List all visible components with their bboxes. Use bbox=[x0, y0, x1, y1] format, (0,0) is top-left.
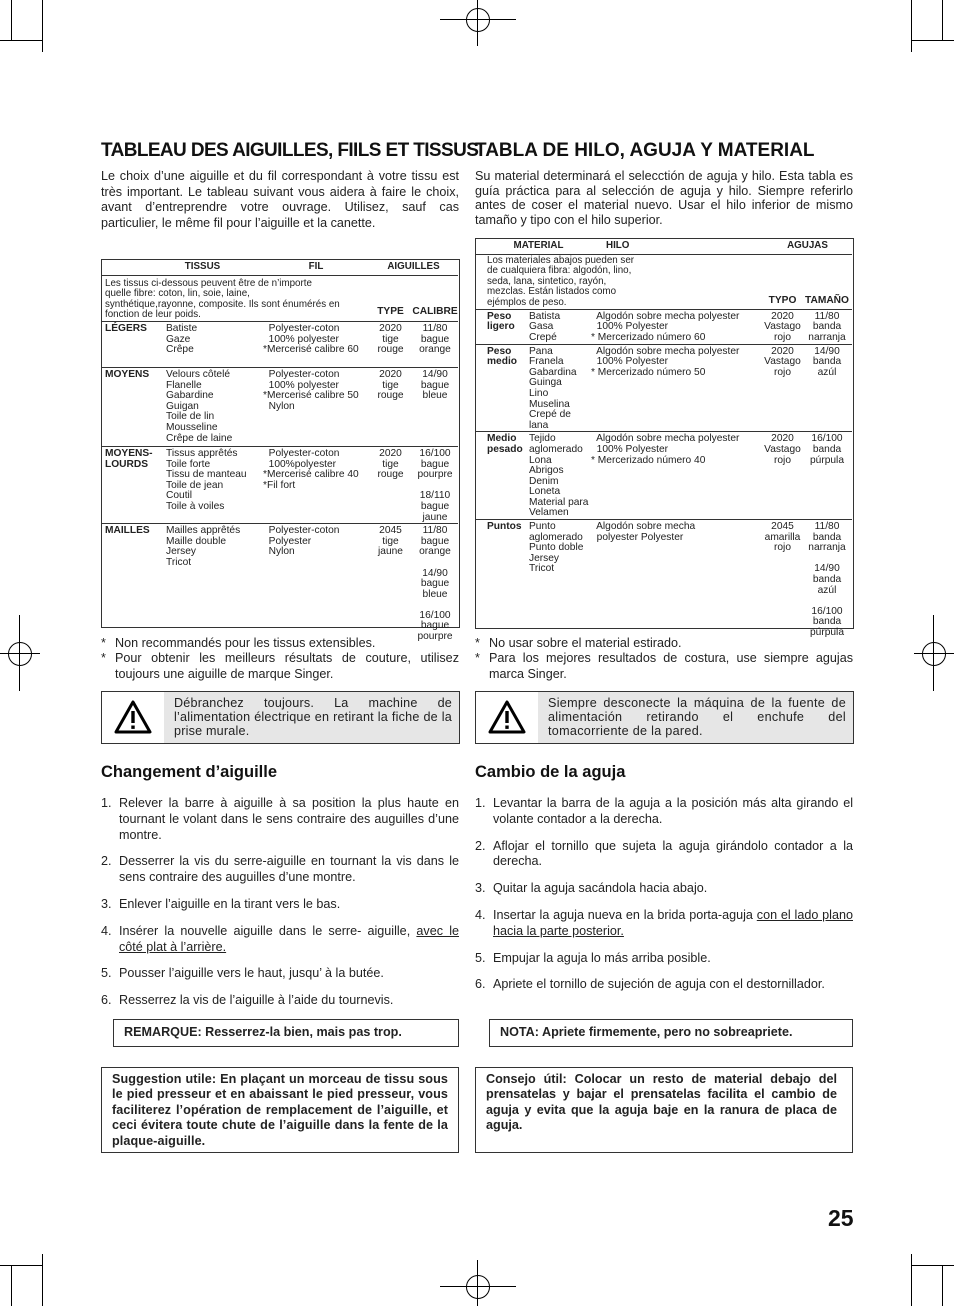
fr-warning-text: Débranchez toujours. La machine de l’alimentation électrique en retirant la fiche de la prise murale. bbox=[164, 692, 459, 743]
es-header-agujas: AGUJAS bbox=[763, 239, 852, 254]
list-item: 2. Desserrer la vis du serre-aiguille en tournant la vis dans le sens contraire des auguilles d’une montre. bbox=[101, 854, 459, 885]
es-subheader-typo: TYPO bbox=[768, 294, 797, 306]
es-warning-box bbox=[475, 691, 854, 744]
fr-remark-box: REMARQUE: Resserrez-la bien, mais pas trop. bbox=[113, 1019, 459, 1047]
fr-footnotes bbox=[101, 636, 459, 682]
es-remark-box: NOTA: Apriete firmemente, pero no sobreapriete. bbox=[489, 1019, 853, 1047]
es-header-hilo: HILO bbox=[591, 239, 763, 254]
list-item: 6. Apriete el tornillo de sujeción de aguja con el destornillador. bbox=[475, 977, 825, 992]
table-row: Puntos Punto aglomerado Punto doble Jersey Tricot Algodón sobre mecha polyester Polyester 2045 amarilla rojo 11/80 banda narranja 14/90 banda azúl 16/100 banda púrpula bbox=[476, 520, 852, 639]
table-row: Peso medio Pana Franela Gabardina Guinga Lino Muselina Crepé de lana Algodón sobre mecha polyester 100% Polyester * Mercerizado número 50 2020 Vastago rojo 14/90 banda azúl bbox=[476, 344, 852, 432]
es-section-title: Cambio de la aguja bbox=[475, 763, 626, 781]
es-subheader-tamano: TAMAÑO bbox=[805, 294, 849, 306]
fr-title: TABLEAU DES AIGUILLES, FIILS ET TISSUS bbox=[101, 140, 479, 161]
list-item: * Non recommandés pour les tissus extensibles. bbox=[101, 636, 376, 650]
fr-section-title: Changement d’aiguille bbox=[101, 763, 278, 781]
list-item: 1. Levantar la barra de la aguja a la posición más alta girando el volante contador a la derecha. bbox=[475, 796, 853, 826]
fr-tip-box: Suggestion utile: En plaçant un morceau de tissu sous le pied presseur et en abaissant le pied presseur, vous faciliterez l’opération de remplacement de l’aiguille, et ceci évitera toute chute de l’aiguille dans la fente de la plaque-aiguille. bbox=[101, 1067, 459, 1153]
table-row: Peso ligero Batista Gasa Crepé Algodón sobre mecha polyester 100% Polyester * Mercerizado número 60 2020 Vastago rojo 11/80 banda narranja bbox=[476, 309, 852, 344]
es-title: TABLA DE HILO, AGUJA Y MATERIAL bbox=[475, 140, 815, 161]
list-item: 3. Enlever l’aiguille en la tirant vers le bas. bbox=[101, 896, 341, 911]
fr-table-note: Les tissus ci-dessous peuvent être de n’importe quelle fibre: coton, lin, soie, laine, synthétique,rayonne, composite. Ils sont énumérés en fonction de leur poids. bbox=[105, 277, 340, 321]
list-item: 3. Quitar la aguja sacándola hacia abajo. bbox=[475, 881, 708, 896]
table-row: MAILLES Mailles apprêtés Maille double Jersey Tricot Polyester-coton Polyester Nylon 2045 tige jaune 11/80 bague orange 14/90 bague bleue 16/100 bague pourpre bbox=[102, 524, 458, 643]
warning-triangle-icon bbox=[114, 700, 152, 734]
list-item: 5. Pousser l’aiguille vers le haut, jusqu’ à la butée. bbox=[101, 966, 384, 981]
fr-subheader-type: TYPE bbox=[377, 306, 404, 318]
fr-header-aiguilles: AIGUILLES bbox=[369, 260, 458, 275]
table-row: MOYENS Velours côtelé Flanelle Gabardine Guigan Toile de lin Mousseline Crêpe de laine Polyester-coton 100% polyester *Mercerisé calibre 50 Nylon 2020 tige rouge 14/90 bague bleue bbox=[102, 367, 458, 446]
fr-header-fil: FIL bbox=[263, 260, 369, 275]
es-header-material: MATERIAL bbox=[476, 239, 591, 254]
list-item: * No usar sobre el material estirado. bbox=[475, 636, 682, 650]
fr-header-tissus: TISSUS bbox=[102, 260, 263, 275]
table-row: MOYENS- LOURDS Tissus apprêtés Toile forte Tissu de manteau Toile de jean Coutil Toile à voiles Polyester-coton 100%polyester *Mercerisé calibre 40 *Fil fort 2020 tige rouge 16/100 bague pourpre 18/110 bague jaune bbox=[102, 446, 458, 523]
es-warning-text: Siempre desconecte la máquina de la fuente de alimentación retirando el enchufe del tomacorriente de la pared. bbox=[538, 692, 853, 743]
es-tip-box: Consejo útil: Colocar un resto de material debajo del prensatelas y bajar el prensatelas facilita el cambio de aguja y evita que la aguja baje en la ranura de placa de aguja. bbox=[475, 1067, 853, 1153]
es-intro: Su material determinará el selecctión de aguja y hilo. Esta tabla es guía práctica para al selección de aguja y hilo. Siempre referirlo antes de coser el material nuevo. Usar el hilo inferior de mismo tamaño y tipo con el hilo superior. bbox=[475, 169, 853, 227]
table-row: LÉGERS Batiste Gaze Crêpe Polyester-coton 100% polyester *Mercerisé calibre 60 2020 tige rouge 11/80 bague orange bbox=[102, 321, 458, 367]
es-needle-table bbox=[476, 239, 852, 639]
table-row: Medio pesado Tejido aglomerado Lona Abrigos Denim Loneta Material para Velamen Algodón sobre mecha polyester 100% Polyester * Mercerizado número 40 2020 Vastago rojo 16/100 banda púrpula bbox=[476, 432, 852, 520]
es-table-note: Los materiales abajos pueden ser de cualquiera fibra: algodón, lino, seda, lana, sintetico, rayón, mezclas. Están listados como ejémplos de peso. bbox=[487, 254, 635, 308]
list-item: * Pour obtenir les meilleurs résultats de couture, utilisez toujours une aiguille de marque Singer. bbox=[101, 651, 459, 681]
warning-triangle-icon bbox=[488, 700, 526, 734]
fr-subheader-calibre: CALIBRE bbox=[412, 306, 458, 318]
es-footnotes bbox=[475, 636, 853, 682]
fr-steps bbox=[101, 796, 459, 1020]
list-item: 5. Empujar la aguja lo más arriba posible. bbox=[475, 950, 711, 965]
list-item: 2. Aflojar el tornillo que sujeta la aguja girándolo contador a la derecha. bbox=[475, 838, 853, 869]
list-item: 4. Insertar la aguja nueva en la brida porta-aguja con el lado plano hacia la parte posterior. bbox=[475, 907, 853, 938]
list-item: 1. Relever la barre à aiguille à sa position la plus haute en tournant le volant dans le sens contraire des auguilles d’une montre. bbox=[101, 796, 459, 842]
fr-warning-box bbox=[101, 691, 460, 744]
fr-intro: Le choix d’une aiguille et du fil correspondant à votre tissu est très important. Le tableau suivant vous aidera à faire le choix, avant d’entreprendre votre ouvrage. Utilisez, sauf cas particulier, le même fil pour l’aiguille et la canette. bbox=[101, 169, 459, 231]
page-number: 25 bbox=[828, 1205, 854, 1231]
list-item: 4. Insérer la nouvelle aiguille dans le serre- aiguille, avec le côté plat à l’arrière. bbox=[101, 923, 459, 954]
es-steps bbox=[475, 796, 853, 1004]
fr-needle-table bbox=[102, 260, 458, 643]
list-item: 6. Resserrez la vis de l’aiguille à l’aide du tournevis. bbox=[101, 993, 394, 1008]
list-item: * Para los mejores resultados de costura, use siempre agujas marca Singer. bbox=[475, 651, 853, 681]
